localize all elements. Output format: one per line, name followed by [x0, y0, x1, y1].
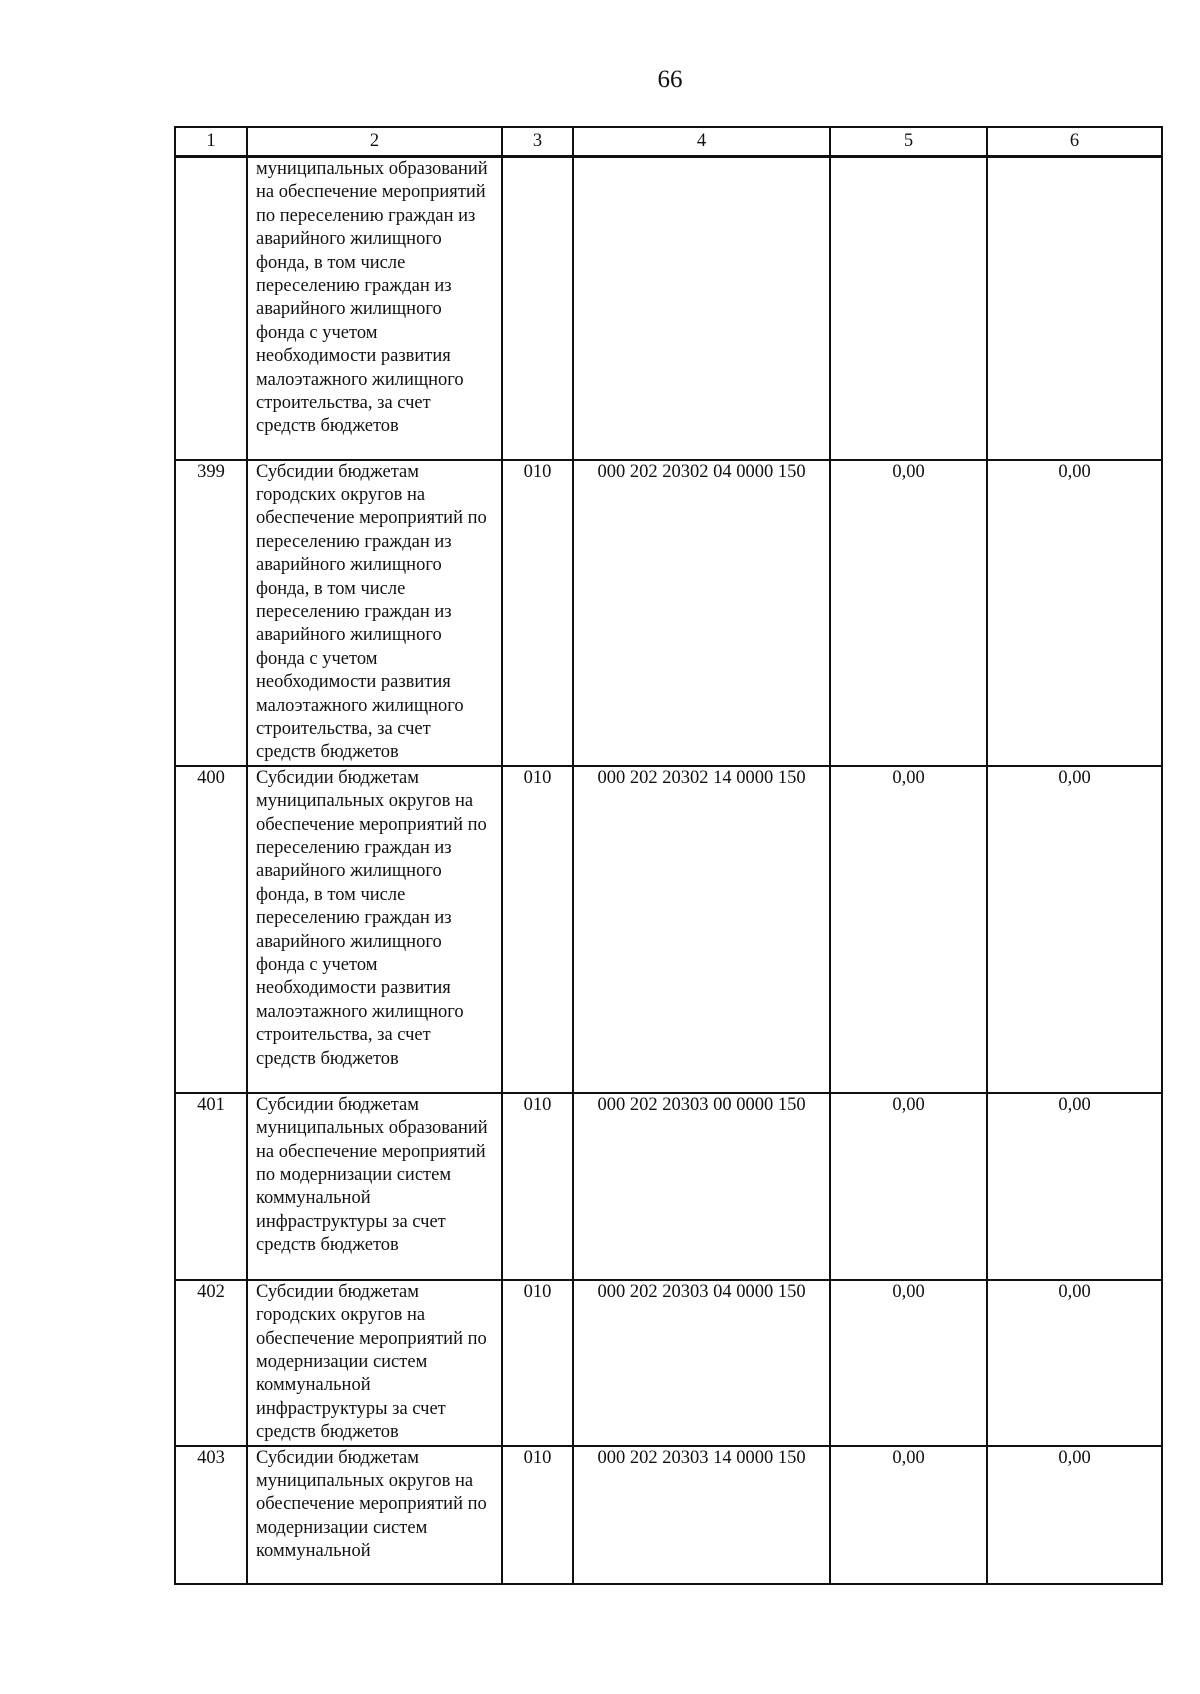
row-budget-code: 000 202 20302 04 0000 150 — [573, 460, 830, 766]
table-row — [175, 1280, 1162, 1446]
row-org-code: 010 — [502, 1093, 573, 1280]
header-cell-4: 4 — [573, 127, 830, 157]
row-name: Субсидии бюджетам муниципальных округов на обеспечение мероприятий по переселению граждан из аварийного жилищного фонда, в том числе переселению граждан из аварийного жилищного фонда с учетом необходимости развития малоэтажного жилищного строительства, за счет средств бюджетов — [247, 766, 502, 1093]
row-org-code: 010 — [502, 460, 573, 766]
row-value-2: 0,00 — [987, 1446, 1162, 1584]
row-org-code: 010 — [502, 766, 573, 1093]
row-org-code — [502, 157, 573, 460]
row-org-code: 010 — [502, 1446, 573, 1584]
row-budget-code: 000 202 20302 14 0000 150 — [573, 766, 830, 1093]
header-cell-3: 3 — [502, 127, 573, 157]
row-value-1: 0,00 — [830, 1093, 987, 1280]
row-value-2: 0,00 — [987, 460, 1162, 766]
row-budget-code: 000 202 20303 14 0000 150 — [573, 1446, 830, 1584]
header-cell-5: 5 — [830, 127, 987, 157]
row-name: муниципальных образований на обеспечение мероприятий по переселению граждан из аварийного жилищного фонда, в том числе переселению граждан из аварийного жилищного фонда с учетом необходимости развития малоэтажного жилищного строительства, за счет средств бюджетов — [247, 157, 502, 460]
row-number: 400 — [175, 766, 247, 1093]
table-row — [175, 1446, 1162, 1584]
header-cell-1: 1 — [175, 127, 247, 157]
table-row — [175, 1093, 1162, 1280]
row-value-1: 0,00 — [830, 460, 987, 766]
row-value-1: 0,00 — [830, 1280, 987, 1446]
row-budget-code — [573, 157, 830, 460]
row-value-1: 0,00 — [830, 1446, 987, 1584]
budget-table — [174, 126, 1163, 1585]
row-name: Субсидии бюджетам муниципальных округов на обеспечение мероприятий по модернизации систем коммунальной — [247, 1446, 502, 1584]
row-number: 399 — [175, 460, 247, 766]
row-budget-code: 000 202 20303 00 0000 150 — [573, 1093, 830, 1280]
row-value-2 — [987, 157, 1162, 460]
row-name: Субсидии бюджетам городских округов на обеспечение мероприятий по переселению граждан из аварийного жилищного фонда, в том числе переселению граждан из аварийного жилищного фонда с учетом необходимости развития малоэтажного жилищного строительства, за счет средств бюджетов — [247, 460, 502, 766]
header-row — [175, 127, 1162, 157]
table-row — [175, 157, 1162, 460]
row-value-2: 0,00 — [987, 1093, 1162, 1280]
table-row — [175, 460, 1162, 766]
row-org-code: 010 — [502, 1280, 573, 1446]
table-row — [175, 766, 1162, 1093]
row-value-2: 0,00 — [987, 1280, 1162, 1446]
row-value-1 — [830, 157, 987, 460]
header-cell-2: 2 — [247, 127, 502, 157]
page-number: 66 — [657, 66, 683, 93]
row-number: 402 — [175, 1280, 247, 1446]
row-number — [175, 157, 247, 460]
row-name: Субсидии бюджетам муниципальных образований на обеспечение мероприятий по модернизации систем коммунальной инфраструктуры за счет средств бюджетов — [247, 1093, 502, 1280]
row-budget-code: 000 202 20303 04 0000 150 — [573, 1280, 830, 1446]
row-name: Субсидии бюджетам городских округов на обеспечение мероприятий по модернизации систем коммунальной инфраструктуры за счет средств бюджетов — [247, 1280, 502, 1446]
row-number: 401 — [175, 1093, 247, 1280]
row-number: 403 — [175, 1446, 247, 1584]
row-value-2: 0,00 — [987, 766, 1162, 1093]
row-value-1: 0,00 — [830, 766, 987, 1093]
header-cell-6: 6 — [987, 127, 1162, 157]
